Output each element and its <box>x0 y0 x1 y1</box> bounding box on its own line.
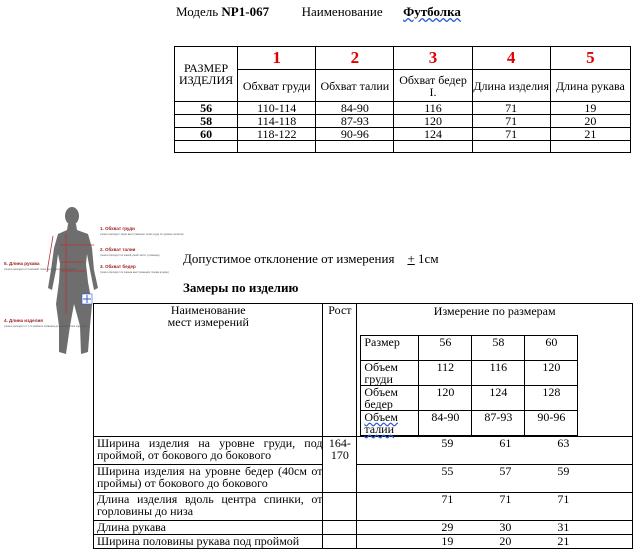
size-param-row: Объем талии 84-90 87-93 90-96 <box>361 411 578 436</box>
sizes-header-cell <box>357 304 633 437</box>
label-length: 4. Длина изделия <box>4 318 43 323</box>
document-header <box>176 4 461 20</box>
note-sleeve: (лента проходит от плечевой точки до нужного края рукава) <box>4 268 77 271</box>
measure-values: 29 30 31 <box>357 521 633 535</box>
measure-values: 59 61 63 <box>357 437 633 465</box>
label-chest: 1. Обхват груди <box>100 226 135 231</box>
measure-name: Ширина половины рукава под проймой <box>94 535 323 549</box>
value-cell: 124 <box>394 128 472 141</box>
measure-name: Ширина изделия на уровне груди, под проймой, от бокового до бокового <box>94 437 323 465</box>
column-number: 4 <box>472 47 550 70</box>
tolerance-value: 1см <box>414 251 439 266</box>
garment-measurements-table <box>93 303 633 549</box>
size-cell: 56 <box>175 102 238 115</box>
value-cell: 71 <box>472 128 550 141</box>
column-header: Обхват талии <box>316 70 394 102</box>
value-cell: 114-118 <box>238 115 316 128</box>
sizes-header: Измерение по размерам <box>433 304 556 318</box>
size-row <box>175 128 631 141</box>
measure-row <box>94 535 633 549</box>
note-hips: (лента проходит по самым выступающим точкам ягодиц) <box>100 271 169 274</box>
size-row <box>175 115 631 128</box>
value-cell: 120 <box>394 115 472 128</box>
tolerance-note <box>183 251 439 267</box>
column-header: Длина изделия <box>472 70 550 102</box>
size-params-table <box>360 335 578 436</box>
note-waist: (лента проходит по самой узкой части туловища) <box>100 254 160 257</box>
label-waist: 2. Обхват талии <box>100 247 136 252</box>
measure-name: Ширина изделия на уровне бедер (40см от проймы) от бокового до бокового <box>94 465 323 493</box>
value-cell: 118-122 <box>238 128 316 141</box>
size-param-row: Размер 56 58 60 <box>361 336 578 361</box>
column-number: 1 <box>238 47 316 70</box>
value-cell: 87-93 <box>316 115 394 128</box>
column-header: Длина рукава <box>550 70 630 102</box>
label-sleeve: 5. Длина рукава <box>4 261 40 266</box>
empty-row <box>175 141 631 153</box>
measure-values: 55 57 59 <box>357 465 633 493</box>
column-header: Обхват груди <box>238 70 316 102</box>
size-param-row: Объем бедер 120 124 128 <box>361 386 578 411</box>
height-header: Рост <box>323 304 357 437</box>
measure-values: 19 20 21 <box>357 535 633 549</box>
name-label: Наименование <box>301 4 383 19</box>
move-handle-icon[interactable] <box>82 294 92 304</box>
value-cell: 71 <box>472 102 550 115</box>
measure-name-header: Наименование мест измерений <box>94 304 323 437</box>
measure-row <box>94 521 633 535</box>
height-value: 164-170 <box>323 437 357 493</box>
column-number: 2 <box>316 47 394 70</box>
measure-row <box>94 493 633 521</box>
measure-row <box>94 437 633 465</box>
value-cell: 19 <box>550 102 630 115</box>
model-value: NP1-067 <box>221 4 270 19</box>
size-cell: 60 <box>175 128 238 141</box>
measure-name: Длина изделия вдоль центра спинки, от горловины до низа <box>94 493 323 521</box>
value-cell: 116 <box>394 102 472 115</box>
value-cell: 71 <box>472 115 550 128</box>
tolerance-text: Допустимое отклонение от измерения <box>183 251 395 266</box>
value-cell: 20 <box>550 115 630 128</box>
mannequin-silhouette <box>48 207 98 354</box>
size-corner-cell: РАЗМЕР ИЗДЕЛИЯ <box>175 47 238 102</box>
value-cell: 90-96 <box>316 128 394 141</box>
column-header: Обхват бедер I. <box>394 70 472 102</box>
size-cell: 58 <box>175 115 238 128</box>
product-name: Футболка <box>403 4 461 19</box>
column-number: 5 <box>550 47 630 70</box>
value-cell: 84-90 <box>316 102 394 115</box>
size-param-row: Объем груди 112 116 120 <box>361 361 578 386</box>
value-cell: 21 <box>550 128 630 141</box>
measure-values: 71 71 71 <box>357 493 633 521</box>
note-chest: (лента проходит через выступающие точки груди по уровню лопаток) <box>100 233 184 236</box>
note-length: (лента проходит от 7-го шейного позвонка до нужной точки изделия) <box>4 325 87 328</box>
size-row <box>175 102 631 115</box>
label-hips: 3. Обхват бедер <box>100 264 136 269</box>
measure-row <box>94 465 633 493</box>
measure-name: Длина рукава <box>94 521 323 535</box>
value-cell: 110-114 <box>238 102 316 115</box>
plus-minus-sign: + <box>407 251 415 266</box>
column-number: 3 <box>394 47 472 70</box>
size-chart-table <box>174 46 631 153</box>
measurements-heading: Замеры по изделию <box>183 280 299 295</box>
model-label: Модель <box>176 4 219 19</box>
